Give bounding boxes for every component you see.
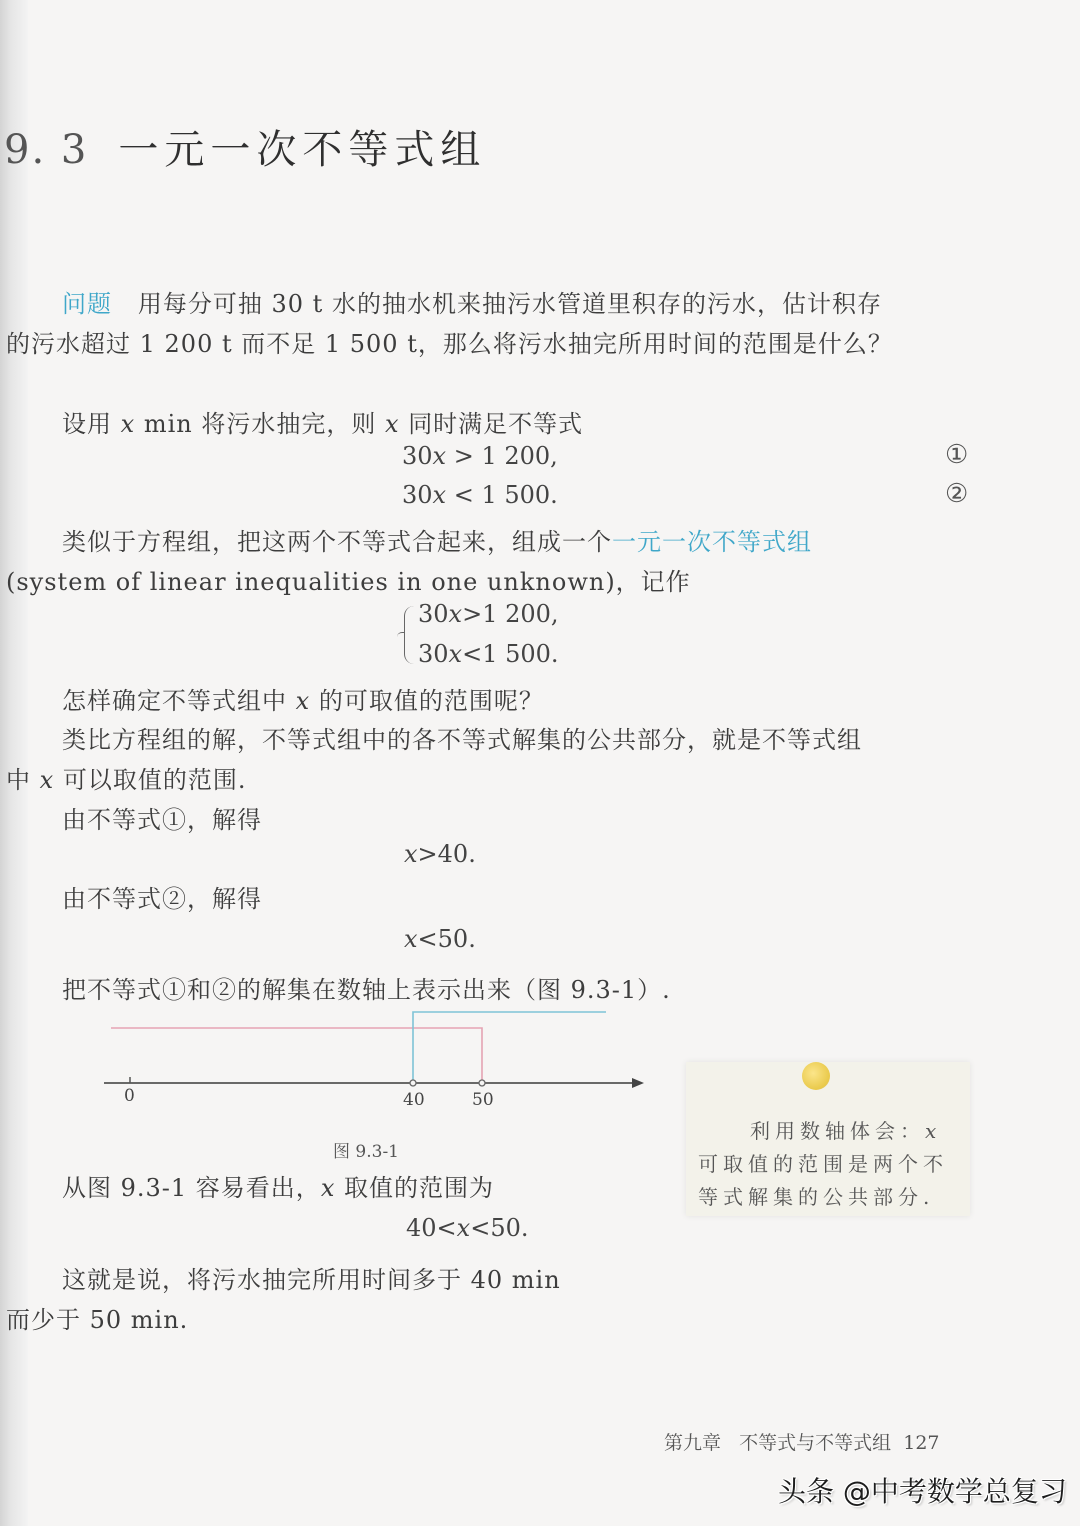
problem-text-2: 的污水超过 1 200 t 而不足 1 500 t，那么将污水抽完所用时间的范围是什么？ (6, 330, 893, 358)
step-2-result (404, 925, 476, 953)
tick-label-0: 0 (124, 1086, 135, 1106)
solution-set-x-lt-50 (111, 1028, 482, 1083)
setup-text-a: 设用 (62, 410, 112, 438)
question-post: 的可取值的范围呢？ (318, 687, 544, 715)
problem-line-1 (62, 284, 882, 319)
explanation-pre: 中 (6, 766, 31, 794)
var-x: x (404, 840, 418, 868)
figure-intro: 把不等式①和②的解集在数轴上表示出来（图 9.3-1）. (62, 976, 671, 1004)
open-point-40 (410, 1080, 416, 1086)
step-1-value: >40. (417, 840, 476, 868)
conclusion-line-1 (62, 1168, 494, 1203)
explanation-post: 可以取值的范围. (62, 766, 247, 794)
sys1-lhs: 30 (418, 600, 449, 628)
question-line (62, 681, 544, 716)
pushpin-icon (802, 1062, 830, 1090)
var-x: x (432, 481, 447, 509)
ineq2-rhs: < 1 500. (446, 481, 558, 509)
inequality-1 (402, 442, 558, 470)
range-pre: 40< (406, 1214, 457, 1242)
problem-label: 问题 (62, 290, 112, 318)
tick-label-50: 50 (472, 1090, 494, 1110)
var-x: x (404, 925, 418, 953)
page-footer (664, 1428, 940, 1455)
ineq1-rhs: > 1 200, (446, 442, 558, 470)
section-title-text: 一元一次不等式组 (118, 127, 487, 173)
step-1-result (404, 840, 476, 868)
var-x: x (448, 640, 463, 668)
footer-chapter-title: 不等式与不等式组 (739, 1432, 892, 1454)
axis-arrow-icon (632, 1078, 644, 1088)
note-line-2: 可取值的范围是两个不 (698, 1152, 948, 1176)
number-line-figure (0, 1000, 680, 1120)
system-line-2 (418, 640, 559, 668)
var-x: x (120, 410, 136, 438)
note-text-1: 利用数轴体会： (750, 1119, 925, 1143)
conclusion-line-4: 而少于 50 min. (6, 1306, 189, 1334)
page-number: 127 (903, 1432, 940, 1454)
definition-term: 一元一次不等式组 (612, 528, 812, 556)
var-x: x (320, 1174, 336, 1202)
inequality-2 (402, 481, 558, 509)
question-pre: 怎样确定不等式组中 (62, 687, 287, 715)
step-1-text: 由不等式①，解得 (62, 806, 262, 834)
var-x: x (385, 410, 400, 438)
section-title (4, 118, 486, 175)
definition-text: 类似于方程组，把这两个不等式合起来，组成一个 (62, 528, 612, 556)
var-x: x (432, 442, 447, 470)
var-x: x (39, 766, 55, 794)
sys2-lhs: 30 (418, 640, 449, 668)
solution-set-x-gt-40 (413, 1012, 606, 1083)
conclusion-pre: 从图 9.3-1 容易看出， (62, 1174, 321, 1202)
marker-1: ① (945, 440, 969, 470)
problem-line-2 (6, 324, 893, 359)
var-x: x (925, 1119, 942, 1143)
footer-chapter: 第九章 (664, 1432, 722, 1454)
var-x: x (456, 1214, 471, 1242)
explanation-line-2 (6, 760, 246, 795)
step-2-text: 由不等式②，解得 (62, 885, 262, 913)
range-post: <50. (470, 1214, 529, 1242)
note-line-3: 等式解集的公共部分. (698, 1185, 935, 1209)
ineq1-lhs: 30 (402, 442, 433, 470)
conclusion-post: 取值的范围为 (344, 1174, 494, 1202)
range-result (406, 1214, 528, 1242)
brace-icon (404, 606, 415, 664)
watermark: 头条 @中考数学总复习 (778, 1475, 1067, 1508)
explanation-line-1: 类比方程组的解，不等式组中的各不等式解集的公共部分，就是不等式组 (62, 726, 862, 754)
var-x: x (295, 687, 311, 715)
setup-text-c: 同时满足不等式 (408, 410, 584, 438)
tick-label-40: 40 (403, 1090, 425, 1110)
setup-line (62, 404, 583, 439)
definition-line-2: (system of linear inequalities in one unknown)，记作 (6, 568, 691, 596)
section-number: 9. 3 (4, 127, 89, 173)
figure-caption: 图 9.3-1 (333, 1142, 399, 1162)
step-2-value: <50. (417, 925, 476, 953)
var-x: x (448, 600, 463, 628)
sys2-rhs: <1 500. (462, 640, 559, 668)
conclusion-line-3: 这就是说，将污水抽完所用时间多于 40 min (62, 1266, 561, 1294)
marker-2: ② (945, 479, 969, 509)
problem-text-1: 用每分可抽 30 t 水的抽水机来抽污水管道里积存的污水，估计积存 (137, 290, 882, 318)
open-point-50 (479, 1080, 485, 1086)
system-line-1 (418, 600, 559, 628)
ineq2-lhs: 30 (402, 481, 433, 509)
note-line-1 (750, 1115, 941, 1144)
sys1-rhs: >1 200, (462, 600, 559, 628)
setup-text-b: min 将污水抽完，则 (143, 410, 377, 438)
definition-line-1 (62, 522, 812, 557)
